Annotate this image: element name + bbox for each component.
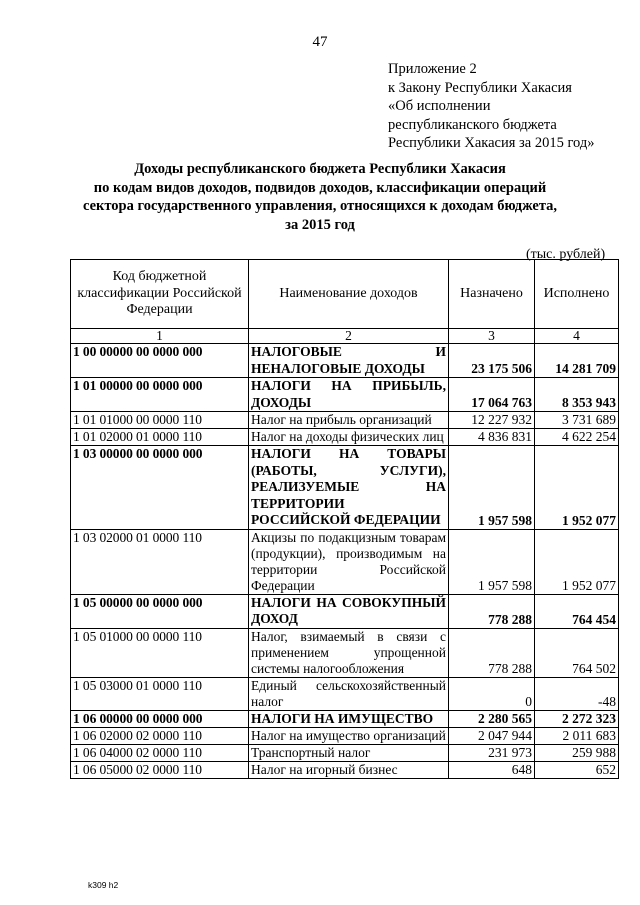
appendix-note <box>388 60 594 153</box>
row-executed: 14 281 709 <box>535 344 619 378</box>
revenue-table <box>70 259 619 779</box>
row-code: 1 05 00000 00 0000 000 <box>71 594 249 628</box>
row-name: НАЛОГИ НА СОВОКУПНЫЙ ДОХОД <box>249 594 449 628</box>
row-executed: 764 502 <box>535 628 619 677</box>
row-name: Акцизы по подакцизным товарам (продукции), производимым на территории Российской Федерации <box>249 529 449 594</box>
table-body <box>71 344 619 779</box>
table-row <box>71 628 619 677</box>
row-planned: 12 227 932 <box>449 412 535 429</box>
row-planned: 231 973 <box>449 745 535 762</box>
row-name: НАЛОГИ НА ПРИБЫЛЬ, ДОХОДЫ <box>249 378 449 412</box>
row-name: Налог, взимаемый в связи с применением упрощенной системы налогообложения <box>249 628 449 677</box>
header-executed: Исполнено <box>535 260 619 329</box>
row-code: 1 03 00000 00 0000 000 <box>71 446 249 530</box>
row-executed: 8 353 943 <box>535 378 619 412</box>
row-planned: 778 288 <box>449 628 535 677</box>
title-line: Доходы республиканского бюджета Республики Хакасия <box>134 161 506 177</box>
table-row <box>71 429 619 446</box>
appendix-line: республиканского бюджета <box>388 116 557 133</box>
row-code: 1 06 05000 02 0000 110 <box>71 762 249 779</box>
title-line: по кодам видов доходов, подвидов доходов, классификации операций <box>93 179 547 196</box>
table-row <box>71 446 619 530</box>
row-name: Налог на имущество организаций <box>249 728 449 745</box>
header-name: Наименование доходов <box>249 260 449 329</box>
row-executed: 4 622 254 <box>535 429 619 446</box>
table-row <box>71 762 619 779</box>
row-executed: -48 <box>535 677 619 710</box>
column-number: 1 <box>71 329 249 344</box>
row-planned: 0 <box>449 677 535 710</box>
row-executed: 764 454 <box>535 594 619 628</box>
row-name: НАЛОГИ НА ТОВАРЫ (РАБОТЫ, УСЛУГИ), РЕАЛИЗУЕМЫЕ НА ТЕРРИТОРИИ РОССИЙСКОЙ ФЕДЕРАЦИИ <box>249 446 449 530</box>
table-row <box>71 745 619 762</box>
row-name: Налог на прибыль организаций <box>249 412 449 429</box>
header-row <box>71 260 619 329</box>
appendix-line: «Об исполнении <box>388 98 491 114</box>
row-planned: 23 175 506 <box>449 344 535 378</box>
row-name: Налог на доходы физических лиц <box>249 429 449 446</box>
row-planned: 2 280 565 <box>449 710 535 728</box>
page-number: 47 <box>312 34 328 50</box>
row-code: 1 05 03000 01 0000 110 <box>71 677 249 710</box>
row-planned: 4 836 831 <box>449 429 535 446</box>
document-title <box>60 160 580 234</box>
row-executed: 3 731 689 <box>535 412 619 429</box>
column-number: 4 <box>535 329 619 344</box>
row-code: 1 01 01000 00 0000 110 <box>71 412 249 429</box>
table-row <box>71 677 619 710</box>
row-code: 1 05 01000 00 0000 110 <box>71 628 249 677</box>
column-number-row <box>71 329 619 344</box>
row-name: НАЛОГИ НА ИМУЩЕСТВО <box>249 710 449 728</box>
row-name: Единый сельскохозяйственный налог <box>249 677 449 710</box>
row-planned: 1 957 598 <box>449 446 535 530</box>
table-row <box>71 710 619 728</box>
column-number: 2 <box>249 329 449 344</box>
row-executed: 259 988 <box>535 745 619 762</box>
row-executed: 1 952 077 <box>535 529 619 594</box>
row-planned: 778 288 <box>449 594 535 628</box>
row-planned: 1 957 598 <box>449 529 535 594</box>
row-planned: 17 064 763 <box>449 378 535 412</box>
title-line: за 2015 год <box>285 216 355 233</box>
row-code: 1 00 00000 00 0000 000 <box>71 344 249 378</box>
header-planned: Назначено <box>449 260 535 329</box>
row-executed: 2 272 323 <box>535 710 619 728</box>
appendix-line: Приложение 2 <box>388 61 477 77</box>
row-name: НАЛОГОВЫЕ И НЕНАЛОГОВЫЕ ДОХОДЫ <box>249 344 449 378</box>
row-code: 1 03 02000 01 0000 110 <box>71 529 249 594</box>
row-code: 1 06 04000 02 0000 110 <box>71 745 249 762</box>
footer-code: k309 h2 <box>88 880 119 890</box>
row-planned: 648 <box>449 762 535 779</box>
table-row <box>71 378 619 412</box>
row-executed: 1 952 077 <box>535 446 619 530</box>
row-name: Налог на игорный бизнес <box>249 762 449 779</box>
table-row <box>71 594 619 628</box>
table-row <box>71 529 619 594</box>
appendix-line: Республики Хакасия за 2015 год» <box>388 135 595 151</box>
row-code: 1 01 00000 00 0000 000 <box>71 378 249 412</box>
title-line: сектора государственного управления, относящихся к доходам бюджета, <box>82 198 558 215</box>
table-row <box>71 728 619 745</box>
header-code: Код бюджетной классификации Российской Федерации <box>71 260 249 329</box>
row-executed: 2 011 683 <box>535 728 619 745</box>
column-number: 3 <box>449 329 535 344</box>
table-row <box>71 412 619 429</box>
row-name: Транспортный налог <box>249 745 449 762</box>
row-planned: 2 047 944 <box>449 728 535 745</box>
row-code: 1 06 00000 00 0000 000 <box>71 710 249 728</box>
table-row <box>71 344 619 378</box>
appendix-line: к Закону Республики Хакасия <box>388 79 572 96</box>
row-code: 1 06 02000 02 0000 110 <box>71 728 249 745</box>
row-executed: 652 <box>535 762 619 779</box>
row-code: 1 01 02000 01 0000 110 <box>71 429 249 446</box>
unit-label: (тыс. рублей) <box>526 247 606 262</box>
